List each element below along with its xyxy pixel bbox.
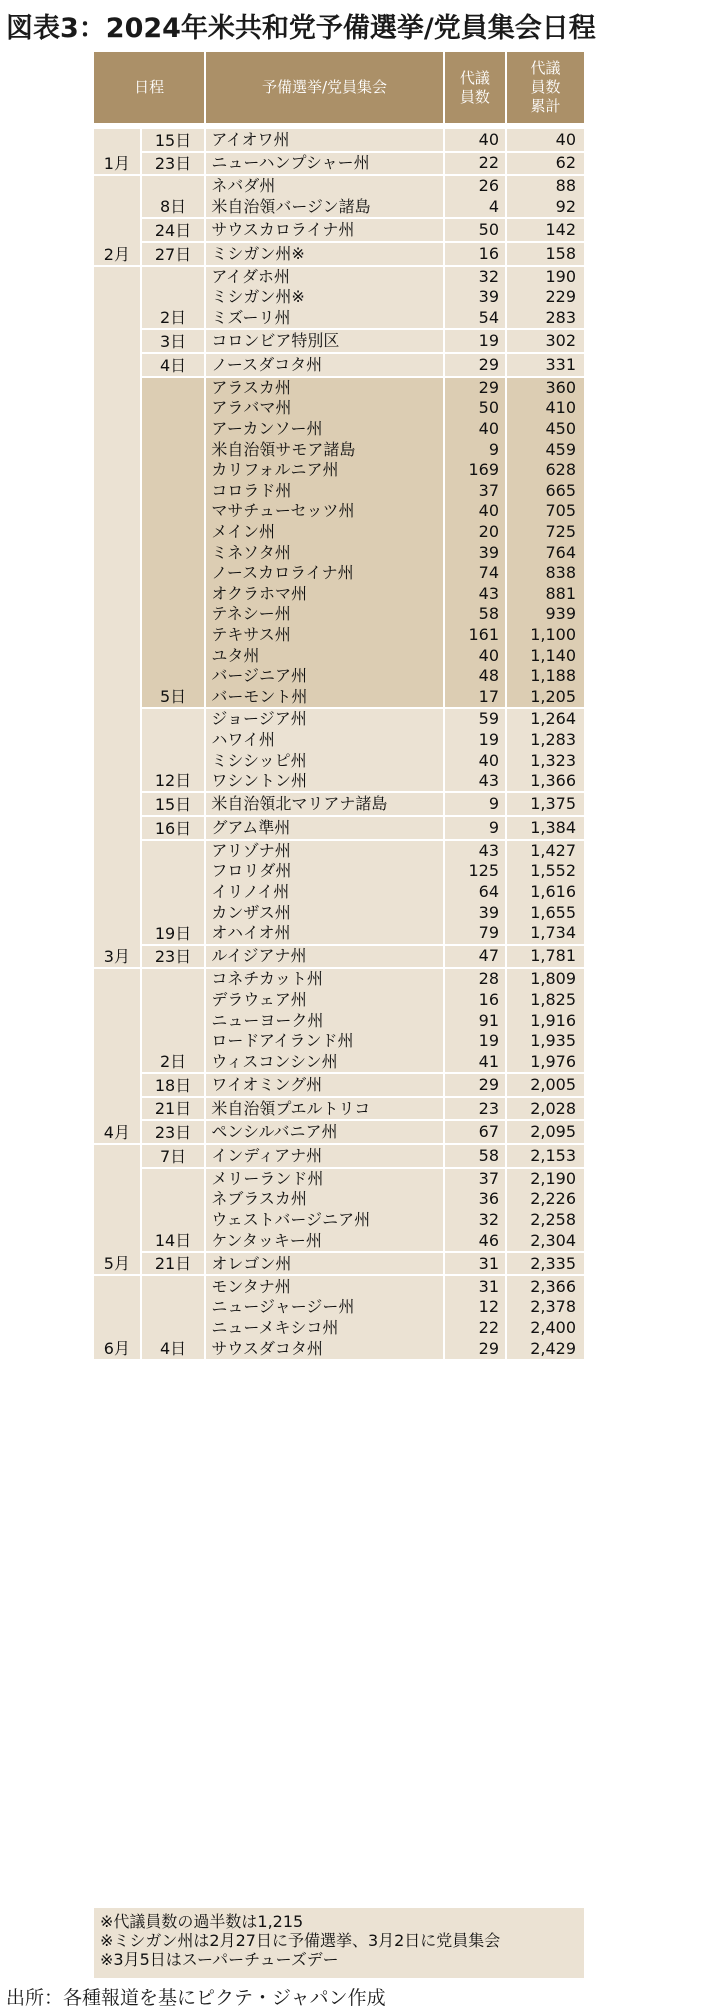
state-cell: ネバダ州 [205, 175, 443, 197]
cumulative-cell: 881 [506, 583, 584, 604]
state-cell: ルイジアナ州 [205, 945, 443, 969]
cumulative-cell: 1,825 [506, 990, 584, 1011]
day-cell: 8日 [141, 175, 206, 218]
notes-box [94, 1908, 584, 1978]
delegates-cell: 125 [444, 861, 506, 882]
cumulative-cell: 88 [506, 175, 584, 197]
delegates-cell: 47 [444, 945, 506, 969]
month-cell: 4月 [94, 968, 141, 1144]
header-date: 日程 [94, 52, 205, 126]
day-cell: 23日 [141, 152, 206, 176]
delegates-cell: 50 [444, 398, 506, 419]
delegates-cell: 46 [444, 1230, 506, 1252]
delegates-cell: 59 [444, 708, 506, 730]
cumulative-cell: 1,427 [506, 840, 584, 862]
delegates-cell: 29 [444, 353, 506, 377]
day-cell: 21日 [141, 1097, 206, 1121]
table-row [94, 968, 584, 990]
schedule-body [94, 126, 584, 1359]
state-cell: ノースカロライナ州 [205, 563, 443, 584]
state-cell: ネブラスカ州 [205, 1189, 443, 1210]
day-cell: 5日 [141, 377, 206, 709]
note-line: ※3月5日はスーパーチューズデー [100, 1950, 339, 1969]
month-cell: 1月 [94, 126, 141, 175]
month-cell: 6月 [94, 1275, 141, 1358]
cumulative-cell: 459 [506, 439, 584, 460]
cumulative-cell: 2,226 [506, 1189, 584, 1210]
day-cell: 4日 [141, 353, 206, 377]
day-cell: 24日 [141, 218, 206, 242]
state-cell: ユタ州 [205, 645, 443, 666]
state-cell: サウスカロライナ州 [205, 218, 443, 242]
header-cumulative-line: 累計 [530, 97, 561, 115]
delegates-cell: 16 [444, 242, 506, 266]
cumulative-cell: 2,190 [506, 1168, 584, 1190]
state-cell: メリーランド州 [205, 1168, 443, 1190]
state-cell: ハワイ州 [205, 730, 443, 751]
cumulative-cell: 1,375 [506, 792, 584, 816]
delegates-cell: 31 [444, 1252, 506, 1276]
delegates-cell: 22 [444, 152, 506, 176]
delegates-cell: 40 [444, 645, 506, 666]
header-delegates [444, 52, 506, 126]
cumulative-cell: 1,188 [506, 666, 584, 687]
cumulative-cell: 360 [506, 377, 584, 399]
delegates-cell: 28 [444, 968, 506, 990]
state-cell: アリゾナ州 [205, 840, 443, 862]
cumulative-cell: 1,283 [506, 730, 584, 751]
day-cell: 16日 [141, 816, 206, 840]
cumulative-cell: 764 [506, 542, 584, 563]
state-cell: マサチューセッツ州 [205, 501, 443, 522]
schedule-table [94, 52, 584, 1359]
state-cell: 米自治領北マリアナ諸島 [205, 792, 443, 816]
cumulative-cell: 2,400 [506, 1318, 584, 1339]
page-title: 図表3：2024年米共和党予備選挙/党員集会日程 [6, 13, 596, 44]
table-row [94, 708, 584, 730]
day-cell: 3日 [141, 329, 206, 353]
state-cell: コロンビア特別区 [205, 329, 443, 353]
delegates-cell: 169 [444, 460, 506, 481]
cumulative-cell: 838 [506, 563, 584, 584]
table-row [94, 840, 584, 862]
cumulative-cell: 1,140 [506, 645, 584, 666]
delegates-cell: 79 [444, 923, 506, 945]
day-cell: 2日 [141, 266, 206, 330]
delegates-cell: 39 [444, 902, 506, 923]
cumulative-cell: 190 [506, 266, 584, 288]
table-row [94, 152, 584, 176]
delegates-cell: 41 [444, 1052, 506, 1074]
delegates-cell: 58 [444, 604, 506, 625]
state-cell: フロリダ州 [205, 861, 443, 882]
cumulative-cell: 1,809 [506, 968, 584, 990]
cumulative-cell: 1,552 [506, 861, 584, 882]
cumulative-cell: 1,935 [506, 1031, 584, 1052]
state-cell: ニューハンプシャー州 [205, 152, 443, 176]
table-row [94, 1097, 584, 1121]
delegates-cell: 43 [444, 771, 506, 793]
delegates-cell: 22 [444, 1318, 506, 1339]
state-cell: ミズーリ州 [205, 308, 443, 330]
delegates-cell: 37 [444, 1168, 506, 1190]
state-cell: ワイオミング州 [205, 1073, 443, 1097]
month-cell: 3月 [94, 266, 141, 969]
cumulative-cell: 1,100 [506, 625, 584, 646]
state-cell: ニューヨーク州 [205, 1010, 443, 1031]
delegates-cell: 19 [444, 730, 506, 751]
table-row [94, 1073, 584, 1097]
cumulative-cell: 40 [506, 126, 584, 152]
state-cell: カンザス州 [205, 902, 443, 923]
table-row [94, 126, 584, 152]
state-cell: コネチカット州 [205, 968, 443, 990]
state-cell: ミシシッピ州 [205, 750, 443, 771]
delegates-cell: 50 [444, 218, 506, 242]
state-cell: ミシガン州※ [205, 287, 443, 308]
cumulative-cell: 229 [506, 287, 584, 308]
state-cell: インディアナ州 [205, 1144, 443, 1168]
cumulative-cell: 2,335 [506, 1252, 584, 1276]
delegates-cell: 16 [444, 990, 506, 1011]
state-cell: ミシガン州※ [205, 242, 443, 266]
state-cell: コロラド州 [205, 481, 443, 502]
cumulative-cell: 410 [506, 398, 584, 419]
day-cell: 21日 [141, 1252, 206, 1276]
table-row [94, 242, 584, 266]
cumulative-cell: 158 [506, 242, 584, 266]
delegates-cell: 54 [444, 308, 506, 330]
delegates-cell: 31 [444, 1275, 506, 1297]
cumulative-cell: 2,095 [506, 1120, 584, 1144]
delegates-cell: 39 [444, 287, 506, 308]
table-row [94, 175, 584, 197]
delegates-cell: 37 [444, 481, 506, 502]
table-row [94, 1144, 584, 1168]
cumulative-cell: 1,916 [506, 1010, 584, 1031]
delegates-cell: 20 [444, 522, 506, 543]
table-row [94, 816, 584, 840]
cumulative-cell: 1,264 [506, 708, 584, 730]
day-cell: 12日 [141, 708, 206, 792]
day-cell: 19日 [141, 840, 206, 945]
state-cell: モンタナ州 [205, 1275, 443, 1297]
note-line: ※代議員数の過半数は1,215 [100, 1912, 304, 1931]
cumulative-cell: 1,205 [506, 686, 584, 708]
cumulative-cell: 1,366 [506, 771, 584, 793]
state-cell: ウィスコンシン州 [205, 1052, 443, 1074]
cumulative-cell: 2,378 [506, 1297, 584, 1318]
cumulative-cell: 1,323 [506, 750, 584, 771]
state-cell: ペンシルバニア州 [205, 1120, 443, 1144]
state-cell: ジョージア州 [205, 708, 443, 730]
cumulative-cell: 142 [506, 218, 584, 242]
delegates-cell: 9 [444, 439, 506, 460]
delegates-cell: 161 [444, 625, 506, 646]
cumulative-cell: 2,028 [506, 1097, 584, 1121]
delegates-cell: 40 [444, 419, 506, 440]
cumulative-cell: 2,005 [506, 1073, 584, 1097]
delegates-cell: 40 [444, 750, 506, 771]
state-cell: アイオワ州 [205, 126, 443, 152]
table-row [94, 1168, 584, 1190]
state-cell: テキサス州 [205, 625, 443, 646]
delegates-cell: 58 [444, 1144, 506, 1168]
table-row [94, 1120, 584, 1144]
cumulative-cell: 2,366 [506, 1275, 584, 1297]
day-cell: 7日 [141, 1144, 206, 1168]
month-cell: 2月 [94, 175, 141, 265]
state-cell: ロードアイランド州 [205, 1031, 443, 1052]
day-cell: 18日 [141, 1073, 206, 1097]
delegates-cell: 29 [444, 377, 506, 399]
state-cell: 米自治領サモア諸島 [205, 439, 443, 460]
state-cell: メイン州 [205, 522, 443, 543]
header-event: 予備選挙/党員集会 [205, 52, 443, 126]
cumulative-cell: 2,429 [506, 1338, 584, 1359]
cumulative-cell: 1,384 [506, 816, 584, 840]
day-cell: 15日 [141, 126, 206, 152]
cumulative-cell: 1,655 [506, 902, 584, 923]
state-cell: 米自治領バージン諸島 [205, 197, 443, 219]
cumulative-cell: 1,616 [506, 882, 584, 903]
state-cell: バージニア州 [205, 666, 443, 687]
delegates-cell: 19 [444, 1031, 506, 1052]
source-note: 出所：各種報道を基にピクテ・ジャパン作成 [6, 1987, 386, 2009]
cumulative-cell: 2,258 [506, 1210, 584, 1231]
delegates-cell: 74 [444, 563, 506, 584]
state-cell: アイダホ州 [205, 266, 443, 288]
delegates-cell: 40 [444, 501, 506, 522]
cumulative-cell: 331 [506, 353, 584, 377]
delegates-cell: 43 [444, 583, 506, 604]
table-row [94, 377, 584, 399]
delegates-cell: 23 [444, 1097, 506, 1121]
day-cell: 14日 [141, 1168, 206, 1252]
cumulative-cell: 725 [506, 522, 584, 543]
table-row [94, 218, 584, 242]
delegates-cell: 32 [444, 266, 506, 288]
delegates-cell: 32 [444, 1210, 506, 1231]
delegates-cell: 29 [444, 1073, 506, 1097]
state-cell: オハイオ州 [205, 923, 443, 945]
delegates-cell: 26 [444, 175, 506, 197]
state-cell: デラウェア州 [205, 990, 443, 1011]
delegates-cell: 40 [444, 126, 506, 152]
header-delegates-line: 員数 [459, 87, 490, 106]
delegates-cell: 4 [444, 197, 506, 219]
delegates-cell: 64 [444, 882, 506, 903]
delegates-cell: 9 [444, 792, 506, 816]
state-cell: カリフォルニア州 [205, 460, 443, 481]
delegates-cell: 17 [444, 686, 506, 708]
state-cell: ワシントン州 [205, 771, 443, 793]
cumulative-cell: 1,976 [506, 1052, 584, 1074]
cumulative-cell: 1,734 [506, 923, 584, 945]
state-cell: ニューメキシコ州 [205, 1318, 443, 1339]
header-cumulative [506, 52, 584, 126]
cumulative-cell: 705 [506, 501, 584, 522]
header-delegates-line: 代議 [459, 68, 490, 87]
delegates-cell: 9 [444, 816, 506, 840]
month-cell: 5月 [94, 1144, 141, 1276]
delegates-cell: 67 [444, 1120, 506, 1144]
state-cell: アラバマ州 [205, 398, 443, 419]
delegates-cell: 39 [444, 542, 506, 563]
state-cell: テネシー州 [205, 604, 443, 625]
state-cell: ケンタッキー州 [205, 1230, 443, 1252]
state-cell: バーモント州 [205, 686, 443, 708]
day-cell: 23日 [141, 945, 206, 969]
header-cumulative-line: 代議 [530, 59, 561, 77]
state-cell: ノースダコタ州 [205, 353, 443, 377]
cumulative-cell: 665 [506, 481, 584, 502]
cumulative-cell: 2,153 [506, 1144, 584, 1168]
delegates-cell: 12 [444, 1297, 506, 1318]
day-cell: 2日 [141, 968, 206, 1073]
cumulative-cell: 628 [506, 460, 584, 481]
delegates-cell: 48 [444, 666, 506, 687]
delegates-cell: 43 [444, 840, 506, 862]
table-row [94, 945, 584, 969]
state-cell: ミネソタ州 [205, 542, 443, 563]
state-cell: オクラホマ州 [205, 583, 443, 604]
table-row [94, 1252, 584, 1276]
day-cell: 27日 [141, 242, 206, 266]
state-cell: ウェストバージニア州 [205, 1210, 443, 1231]
day-cell: 4日 [141, 1275, 206, 1358]
cumulative-cell: 1,781 [506, 945, 584, 969]
table-row [94, 792, 584, 816]
delegates-cell: 19 [444, 329, 506, 353]
delegates-cell: 36 [444, 1189, 506, 1210]
header-row [94, 52, 584, 126]
table-row [94, 1275, 584, 1297]
cumulative-cell: 450 [506, 419, 584, 440]
state-cell: 米自治領プエルトリコ [205, 1097, 443, 1121]
state-cell: イリノイ州 [205, 882, 443, 903]
cumulative-cell: 283 [506, 308, 584, 330]
state-cell: グアム準州 [205, 816, 443, 840]
state-cell: オレゴン州 [205, 1252, 443, 1276]
header-cumulative-line: 員数 [530, 78, 561, 96]
state-cell: ニュージャージー州 [205, 1297, 443, 1318]
cumulative-cell: 302 [506, 329, 584, 353]
state-cell: アーカンソー州 [205, 419, 443, 440]
table-row [94, 266, 584, 288]
cumulative-cell: 62 [506, 152, 584, 176]
cumulative-cell: 939 [506, 604, 584, 625]
delegates-cell: 91 [444, 1010, 506, 1031]
day-cell: 15日 [141, 792, 206, 816]
state-cell: アラスカ州 [205, 377, 443, 399]
table-row [94, 329, 584, 353]
cumulative-cell: 92 [506, 197, 584, 219]
state-cell: サウスダコタ州 [205, 1338, 443, 1359]
note-line: ※ミシガン州は2月27日に予備選挙、3月2日に党員集会 [100, 1931, 501, 1950]
cumulative-cell: 2,304 [506, 1230, 584, 1252]
day-cell: 23日 [141, 1120, 206, 1144]
delegates-cell: 29 [444, 1338, 506, 1359]
table-row [94, 353, 584, 377]
